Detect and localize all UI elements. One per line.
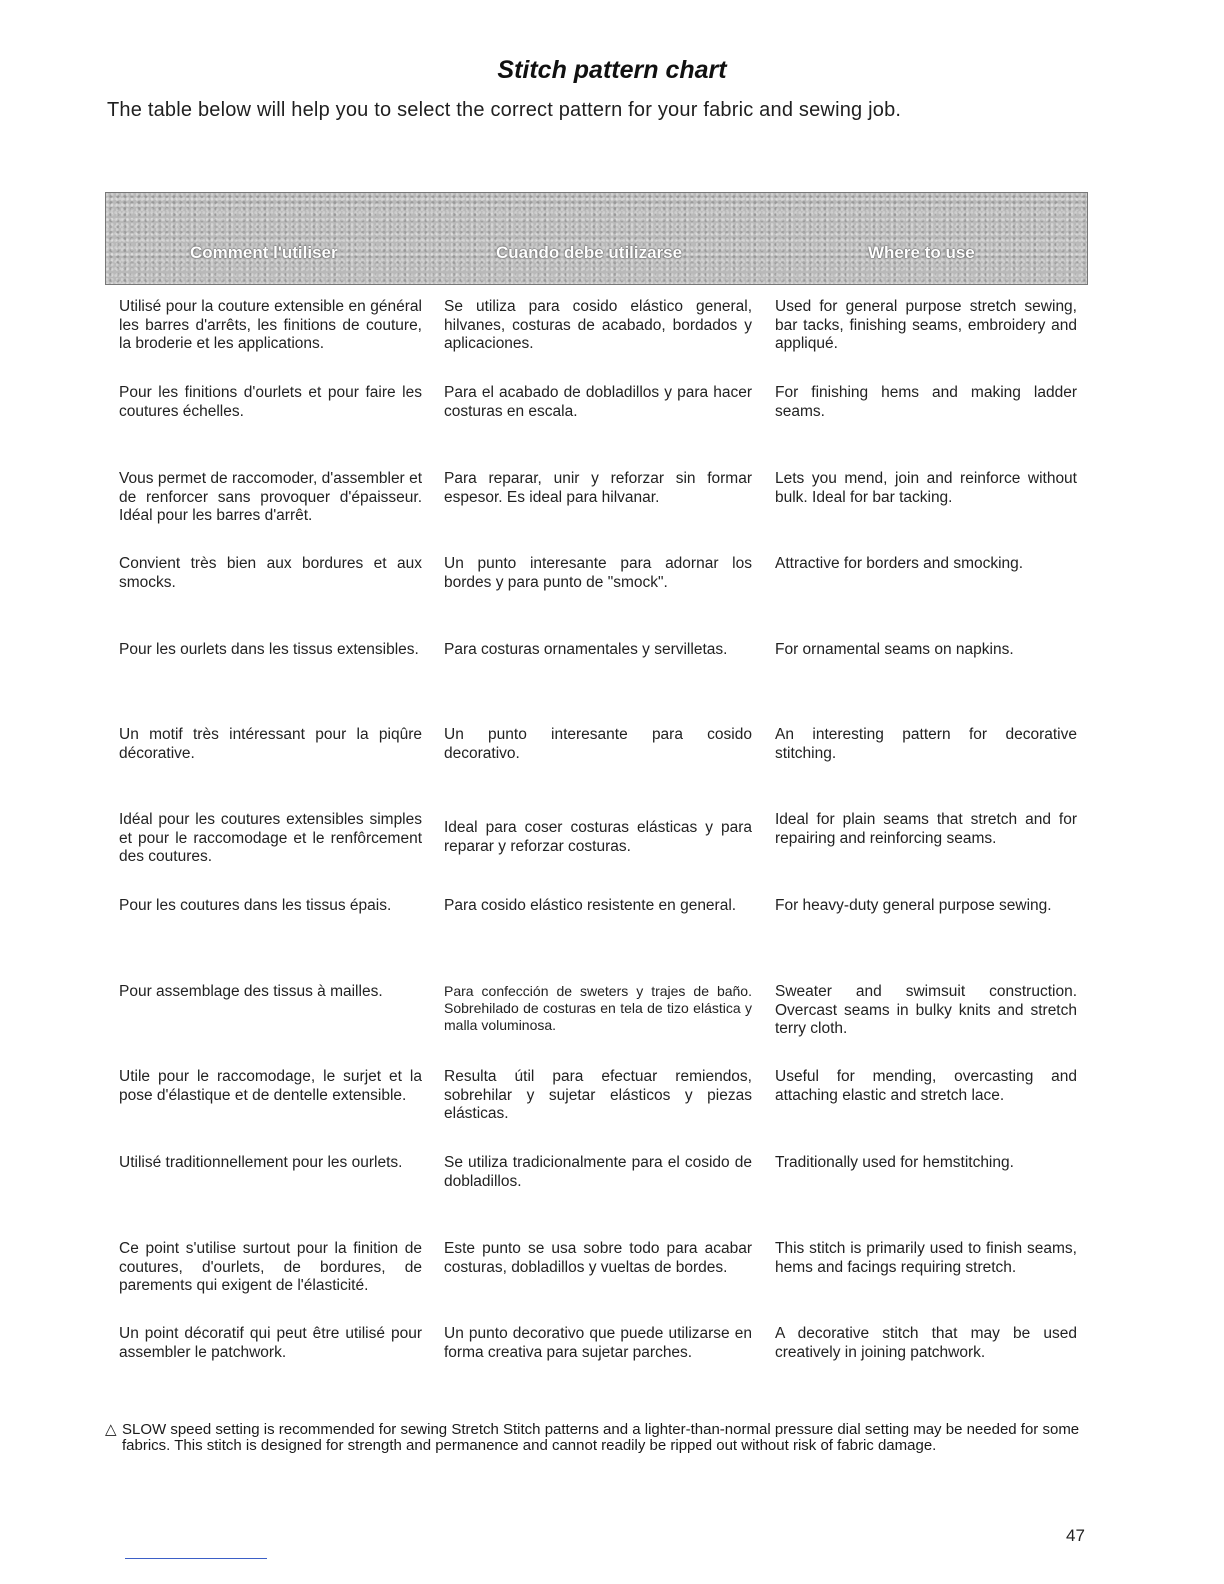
cell-spanish: Se utiliza tradicionalmente para el cosido de dobladillos. xyxy=(444,1154,752,1190)
cell-spanish: Para reparar, unir y reforzar sin formar espesor. Es ideal para hilvanar. xyxy=(444,470,752,506)
cell-french: Pour les finitions d'ourlets et pour faire les coutures échelles. xyxy=(119,384,422,420)
page-number: 47 xyxy=(1066,1526,1085,1545)
cell-spanish: Un punto interesante para adornar los bordes y para punto de "smock". xyxy=(444,555,752,591)
cell-french: Pour les coutures dans les tissus épais. xyxy=(119,897,392,914)
cell-english: Useful for mending, overcasting and attaching elastic and stretch lace. xyxy=(775,1068,1077,1104)
cell-spanish: Para costuras ornamentales y servilletas. xyxy=(444,641,728,658)
cell-spanish: Resulta útil para efectuar remiendos, sobrehilar y sujetar elásticos y piezas elásticas. xyxy=(444,1068,752,1122)
cell-english: Lets you mend, join and reinforce without bulk. Ideal for bar tacking. xyxy=(775,470,1077,506)
cell-english: For finishing hems and making ladder seams. xyxy=(775,384,1077,420)
cell-french: Pour les ourlets dans les tissus extensibles. xyxy=(119,641,419,658)
cell-french: Un motif très intéressant pour la piqûre décorative. xyxy=(119,726,422,762)
cell-french: Vous permet de raccomoder, d'assembler et de renforcer sans provoquer d'épaisseur. Idéal pour les barres d'arrêt. xyxy=(119,470,422,524)
cell-french: Un point décoratif qui peut être utilisé pour assembler le patchwork. xyxy=(119,1325,422,1361)
cell-french: Convient très bien aux bordures et aux smocks. xyxy=(119,555,422,591)
cell-spanish: Se utiliza para cosido elástico general, hilvanes, costuras de acabado, bordados y aplicaciones. xyxy=(444,298,752,352)
cell-spanish: Para cosido elástico resistente en general. xyxy=(444,897,737,914)
bottom-divider xyxy=(125,1558,267,1559)
header-french: Comment l'utiliser xyxy=(190,243,338,262)
table-header xyxy=(105,192,1088,285)
cell-spanish: Este punto se usa sobre todo para acabar costuras, dobladillos y vueltas de bordes. xyxy=(444,1240,752,1276)
page-subtitle: The table below will help you to select the correct pattern for your fabric and sewing job. xyxy=(107,99,902,121)
cell-french: Utilisé pour la couture extensible en général les barres d'arrêts, les finitions de couture, la broderie et les applications. xyxy=(119,298,422,352)
cell-spanish: Un punto interesante para cosido decorativo. xyxy=(444,726,752,762)
cell-french: Ce point s'utilise surtout pour la finition de coutures, d'ourlets, de bordures, de parements qui exigent de l'élasticité. xyxy=(119,1240,422,1294)
cell-french: Utile pour le raccomodage, le surjet et la pose d'élastique et de dentelle extensible. xyxy=(119,1068,422,1104)
cell-english: A decorative stitch that may be used creatively in joining patchwork. xyxy=(775,1325,1077,1361)
cell-spanish: Un punto decorativo que puede utilizarse en forma creativa para sujetar parches. xyxy=(444,1325,752,1361)
footnote-text: SLOW speed setting is recommended for sewing Stretch Stitch patterns and a lighter-than-normal pressure dial setting may be needed for some fabrics. This stitch is designed for strength and permanence and cannot readily be ripped out without risk of fabric damage. xyxy=(122,1421,1080,1454)
cell-english: For heavy-duty general purpose sewing. xyxy=(775,897,1052,914)
cell-english: Attractive for borders and smocking. xyxy=(775,555,1024,572)
header-english: Where to use xyxy=(868,243,975,262)
cell-english: Ideal for plain seams that stretch and for repairing and reinforcing seams. xyxy=(775,811,1077,847)
header-spanish: Cuando debe utilizarse xyxy=(496,243,683,262)
cell-english: An interesting pattern for decorative stitching. xyxy=(775,726,1077,762)
warning-triangle-icon: △ xyxy=(105,1421,117,1438)
cell-spanish: Para confección de sweters y trajes de baño. Sobrehilado de costuras en tela de tizo elástica y malla voluminosa. xyxy=(444,983,752,1033)
cell-french: Utilisé traditionnellement pour les ourlets. xyxy=(119,1154,403,1171)
cell-english: For ornamental seams on napkins. xyxy=(775,641,1014,658)
cell-spanish: Para el acabado de dobladillos y para hacer costuras en escala. xyxy=(444,384,752,420)
page-title: Stitch pattern chart xyxy=(497,56,727,84)
cell-english: Sweater and swimsuit construction. Overcast seams in bulky knits and stretch terry cloth. xyxy=(775,983,1077,1037)
cell-french: Pour assemblage des tissus à mailles. xyxy=(119,983,383,1000)
cell-english: This stitch is primarily used to finish seams, hems and facings requiring stretch. xyxy=(775,1240,1077,1276)
footnote xyxy=(105,1421,1095,1454)
cell-spanish: Ideal para coser costuras elásticas y para reparar y reforzar costuras. xyxy=(444,819,752,855)
cell-french: Idéal pour les coutures extensibles simples et pour le raccomodage et le renfôrcement des coutures. xyxy=(119,811,422,865)
cell-english: Traditionally used for hemstitching. xyxy=(775,1154,1014,1171)
cell-english: Used for general purpose stretch sewing, bar tacks, finishing seams, embroidery and appliqué. xyxy=(775,298,1077,352)
